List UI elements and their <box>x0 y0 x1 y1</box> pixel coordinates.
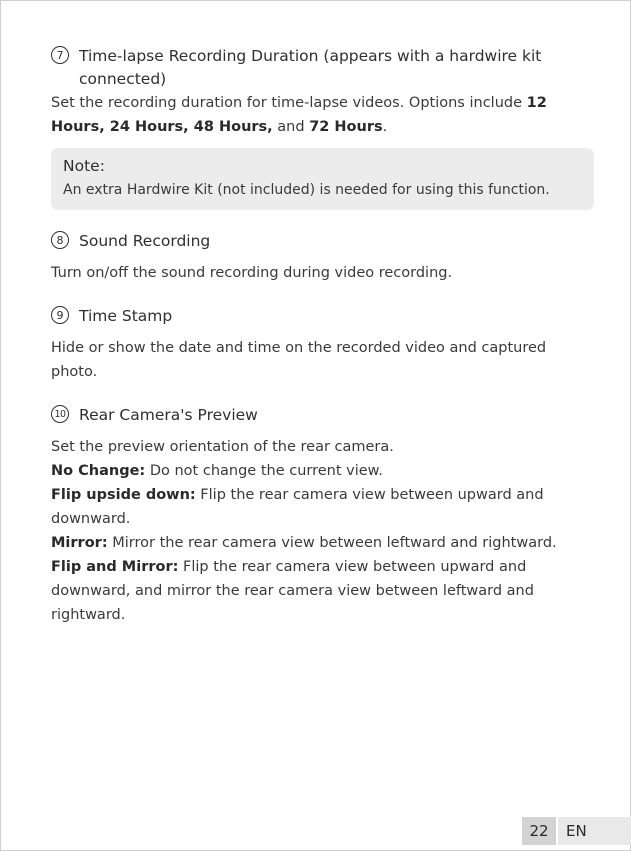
section-number-badge: 9 <box>51 306 69 324</box>
section-title: Sound Recording <box>79 232 211 250</box>
option-label: Flip upside down: <box>51 487 196 503</box>
section-description <box>51 435 596 627</box>
section-rear-camera-preview <box>51 404 596 627</box>
section-heading <box>51 305 596 328</box>
section-description: Hide or show the date and time on the recorded video and captured photo. <box>51 340 547 380</box>
section-heading <box>51 45 596 91</box>
page-number: 22 <box>522 817 556 845</box>
option-no-change <box>51 459 596 483</box>
option-text: Flip the rear camera view between upward and downward, and mirror the rear camera view between leftward and rightward. <box>51 559 534 623</box>
option-text: Do not change the current view. <box>145 463 383 479</box>
option-label: Mirror: <box>51 535 108 551</box>
option-text: Mirror the rear camera view between leftward and rightward. <box>107 535 557 551</box>
desc-options-bold: 12 Hours, 24 Hours, 48 Hours, <box>51 95 547 135</box>
desc-text: . <box>382 119 388 135</box>
section-title: Time-lapse Recording Duration (appears with a hardwire kit connected) <box>79 47 542 88</box>
section-title: Time Stamp <box>79 307 173 325</box>
desc-text: Set the recording duration for time-lapse videos. Options include <box>51 95 527 111</box>
section-time-lapse-duration <box>51 45 596 210</box>
section-heading <box>51 230 596 253</box>
page-footer <box>522 817 631 845</box>
option-flip-upside-down <box>51 483 596 531</box>
desc-text: and <box>272 119 310 135</box>
language-code: EN <box>558 817 631 845</box>
option-label: Flip and Mirror: <box>51 559 179 575</box>
section-number-badge: 8 <box>51 231 69 249</box>
section-sound-recording <box>51 230 596 285</box>
desc-options-bold: 72 Hours <box>309 119 383 135</box>
note-title: Note: <box>63 157 105 175</box>
section-description <box>51 91 596 139</box>
section-heading <box>51 404 596 427</box>
note-box <box>51 148 594 210</box>
section-description: Turn on/off the sound recording during video recording. <box>51 265 453 281</box>
option-text: Flip the rear camera view between upward and downward. <box>51 487 544 527</box>
preview-intro: Set the preview orientation of the rear camera. <box>51 439 394 455</box>
option-flip-and-mirror <box>51 555 596 627</box>
section-number-badge: 7 <box>51 46 69 64</box>
page-content <box>51 45 596 627</box>
section-title: Rear Camera's Preview <box>79 406 258 424</box>
section-number-badge: 10 <box>51 405 69 423</box>
section-time-stamp <box>51 305 596 384</box>
option-label: No Change: <box>51 463 146 479</box>
option-mirror <box>51 531 596 555</box>
note-text: An extra Hardwire Kit (not included) is needed for using this function. <box>63 182 550 198</box>
